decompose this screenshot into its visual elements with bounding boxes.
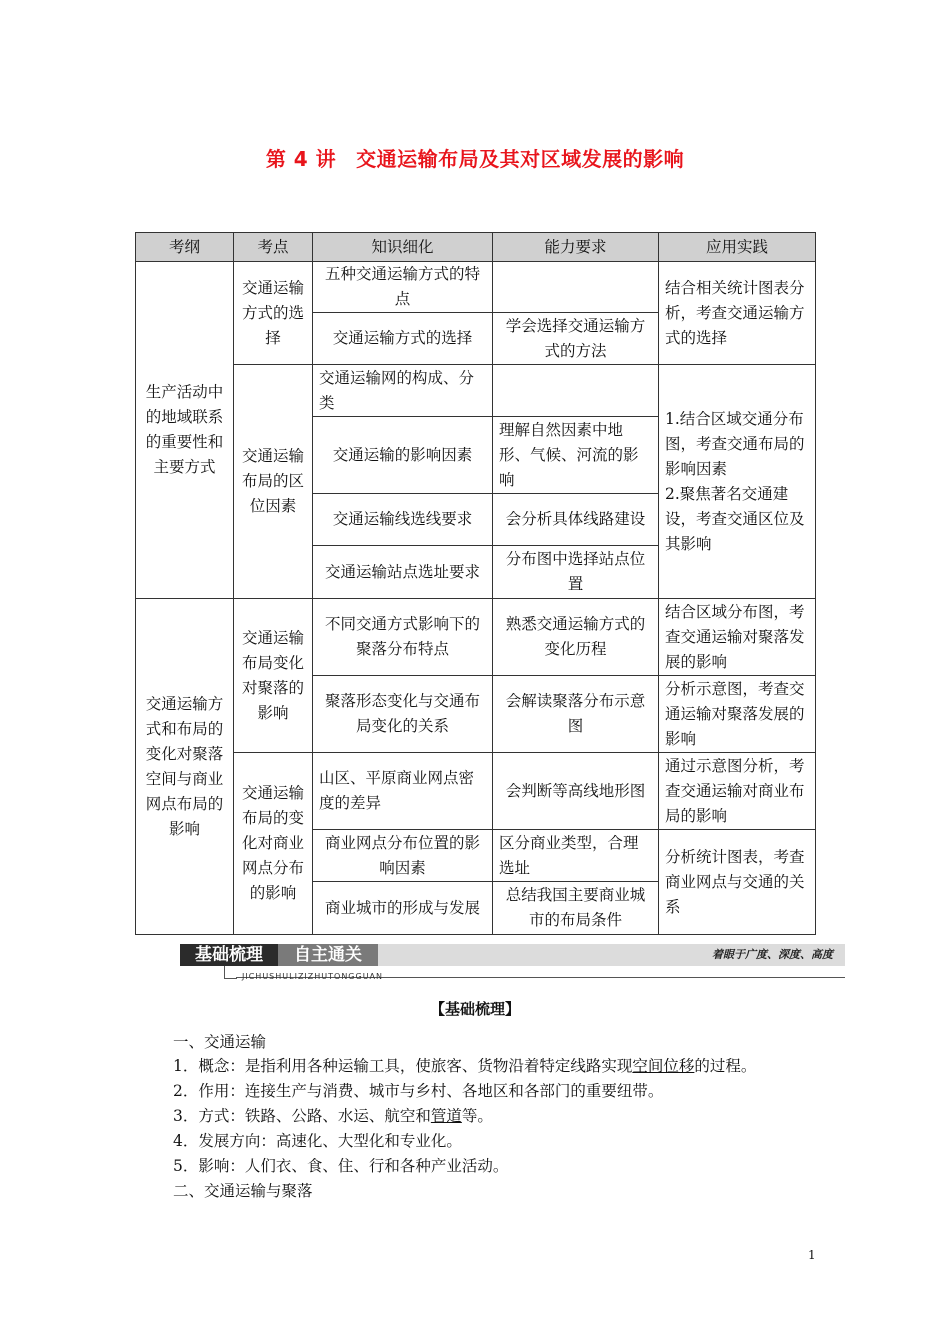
point-cell: 交通运输方式的选择 [234, 262, 313, 365]
practice-item: 2.聚焦著名交通建设，考查交通区位及其影响 [665, 484, 805, 553]
item-text: 1．概念：是指利用各种运输工具，使旅客、货物沿着特定线路实现 [173, 1057, 633, 1075]
item-concept [173, 1054, 756, 1076]
header-outline: 考纲 [136, 233, 234, 262]
point-cell: 交通运输布局变化对聚落的影响 [234, 599, 313, 753]
knowledge-cell: 商业城市的形成与发展 [313, 882, 493, 935]
banner-mid: 自主通关 [278, 944, 378, 966]
underlined-term: 管道 [430, 1107, 462, 1125]
outline-cell: 交通运输方式和布局的变化对聚落空间与商业网点布局的影响 [136, 599, 234, 935]
practice-cell: 分析示意图，考查交通运输对聚落发展的影响 [659, 676, 816, 753]
knowledge-cell: 交通运输站点选址要求 [313, 546, 493, 599]
table-row [136, 753, 816, 830]
header-knowledge: 知识细化 [313, 233, 493, 262]
knowledge-cell: 商业网点分布位置的影响因素 [313, 830, 493, 882]
ability-cell: 熟悉交通运输方式的变化历程 [493, 599, 659, 676]
ability-cell: 分布图中选择站点位置 [493, 546, 659, 599]
heading-settlement: 二、交通运输与聚落 [173, 1182, 313, 1200]
table-row [136, 365, 816, 417]
knowledge-cell: 聚落形态变化与交通布局变化的关系 [313, 676, 493, 753]
ability-cell: 学会选择交通运输方式的方法 [493, 313, 659, 365]
ability-cell: 会分析具体线路建设 [493, 494, 659, 546]
ability-cell: 会解读聚落分布示意图 [493, 676, 659, 753]
page-title [0, 143, 950, 172]
header-ability: 能力要求 [493, 233, 659, 262]
practice-item: 1.结合区域交通分布图，考查交通布局的影响因素 [665, 409, 805, 478]
item-text: 等。 [461, 1107, 493, 1125]
knowledge-cell: 山区、平原商业网点密度的差异 [313, 753, 493, 830]
section-banner [180, 944, 845, 984]
table-header-row [136, 233, 816, 262]
ability-cell: 理解自然因素中地形、气候、河流的影响 [493, 417, 659, 494]
knowledge-cell: 交通运输的影响因素 [313, 417, 493, 494]
ability-cell: 总结我国主要商业城市的布局条件 [493, 882, 659, 935]
knowledge-cell: 交通运输线选线要求 [313, 494, 493, 546]
item-impact: 5．影响：人们衣、食、住、行和各种产业活动。 [173, 1157, 509, 1175]
item-modes [173, 1104, 493, 1126]
title-lecture: 第 4 讲 [265, 147, 337, 171]
table-row [136, 262, 816, 313]
ability-cell: 区分商业类型，合理选址 [493, 830, 659, 882]
item-text: 的过程。 [694, 1057, 757, 1075]
practice-cell: 结合区域分布图，考查交通运输对聚落发展的影响 [659, 599, 816, 676]
outline-cell: 生产活动中的地域联系的重要性和主要方式 [136, 262, 234, 599]
heading-transport: 一、交通运输 [173, 1033, 267, 1051]
title-topic: 交通运输布局及其对区域发展的影响 [356, 147, 685, 171]
section-heading: 【基础梳理】 [429, 1000, 520, 1018]
underlined-term: 空间位移 [632, 1057, 695, 1075]
knowledge-cell: 交通运输方式的选择 [313, 313, 493, 365]
ability-cell [493, 262, 659, 313]
ability-cell: 会判断等高线地形图 [493, 753, 659, 830]
outline-table [135, 232, 816, 935]
table-row [136, 599, 816, 676]
item-direction: 4．发展方向：高速化、大型化和专业化。 [173, 1132, 462, 1150]
knowledge-cell: 五种交通运输方式的特点 [313, 262, 493, 313]
item-function: 2．作用：连接生产与消费、城市与乡村、各地区和各部门的重要纽带。 [173, 1082, 664, 1100]
item-text: 3．方式：铁路、公路、水运、航空和 [173, 1107, 431, 1125]
banner-left: 基础梳理 [180, 944, 278, 966]
banner-pinyin: JICHUSHULIZIZHUTONGGUAN [242, 972, 384, 981]
practice-cell: 通过示意图分析，考查交通运输对商业布局的影响 [659, 753, 816, 830]
practice-cell [659, 365, 816, 599]
point-cell: 交通运输布局的变化对商业网点分布的影响 [234, 753, 313, 935]
knowledge-cell: 不同交通方式影响下的聚落分布特点 [313, 599, 493, 676]
header-point: 考点 [234, 233, 313, 262]
ability-cell [493, 365, 659, 417]
knowledge-cell: 交通运输网的构成、分类 [313, 365, 493, 417]
practice-cell: 分析统计图表，考查商业网点与交通的关系 [659, 830, 816, 935]
practice-cell: 结合相关统计图表分析，考查交通运输方式的选择 [659, 262, 816, 365]
banner-tagline: 着眼于广度、深度、高度 [712, 948, 833, 961]
point-cell: 交通运输布局的区位因素 [234, 365, 313, 599]
header-practice: 应用实践 [659, 233, 816, 262]
page-number: 1 [808, 1248, 816, 1262]
